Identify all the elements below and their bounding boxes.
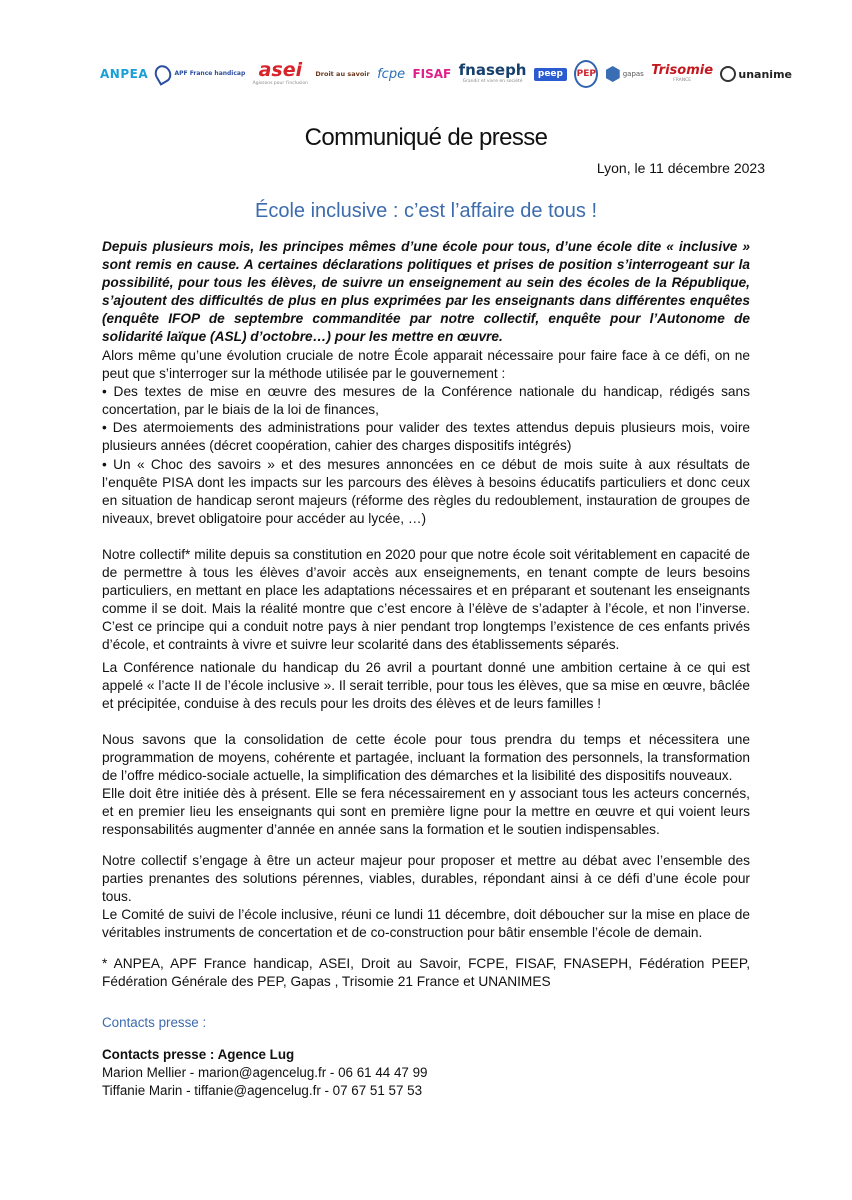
contact-person: Marion Mellier - marion@agencelug.fr - 06 61 44 47 99 <box>102 1065 428 1080</box>
bullet-item: • Un « Choc des savoirs » et des mesures annoncées en ce début de mois suite à aux résultats de l’enquête PISA dont les impacts sur les parcours des élèves à besoins éducatifs particuliers et donc ceux en situation de handicap seront majeurs (réforme des règles du redoublement, instauration de groupes de niveaux, brevet obligatoire pour accéder au lycée, …) <box>102 456 750 526</box>
anpea-logo <box>100 68 148 80</box>
partner-logos-strip <box>100 50 792 98</box>
trisomie-logo-sub: FRANCE <box>673 78 692 84</box>
footnote <box>102 955 750 991</box>
fcpe-logo-text: fcpe <box>377 66 406 82</box>
collective-text: Notre collectif* milite depuis sa constitution en 2020 pour que notre école soit véritablement en capacité de de permettre à tous les élèves d’avoir accès aux enseignements, en tenant compte de leurs besoins particuliers, en mettant en place les adaptations nécessaires et en préparant et soutenant les enseignants comme il se doit. Mais la réalité montre que c’est encore à l’élève de s’adapter à l’école, et non l’inverse. C’est ce principe qui a conduit notre pays à nier pendant trop longtemps l’existence de ces enfants privés d’école, et contraints à vivre et suivre leur scolarité dans des établissements séparés. <box>102 547 750 653</box>
contacts-heading: Contacts presse : <box>102 1015 207 1030</box>
fcpe-logo <box>377 68 405 81</box>
consolidation-paragraph <box>102 731 750 840</box>
unanime-logo-text: unanime <box>738 67 792 81</box>
fnaseph-logo-text: fnaseph <box>458 61 527 80</box>
peep-logo-text: peep <box>534 68 567 81</box>
trisomie-logo-text: Trisomie <box>651 63 714 79</box>
dateline: Lyon, le 11 décembre 2023 <box>596 160 765 176</box>
initiation-text: Elle doit être initiée dès à présent. Elle se fera nécessairement en y associant tous les acteurs concernés, et en premier lieu les enseignants qui sont en première ligne pour la mettre en œuvre et qui voient leurs responsabilités augmenter d’année en année sans la formation et le soutien indispensables. <box>102 786 750 838</box>
fnaseph-logo-tagline: Grandir et vivre en société <box>462 79 523 85</box>
apf-logo-text: APF France handicap <box>174 69 246 77</box>
fnaseph-logo <box>459 63 527 85</box>
intro-text: Depuis plusieurs mois, les principes mêmes d’une école pour tous, d’une école dite « inclusive » sont remis en cause. A certaines déclarations politiques et prises de position s’interrogeant sur la possibilité, pour tous les élèves, de suivre un enseignement au sein des écoles de la République, s’ajoutent des difficultés de plus en plus exprimées par les enseignants dans différentes enquêtes (enquête IFOP de septembre commanditée par notre collectif, enquête pour l’Autonome de solidarité laïque (ASL) d’octobre…) pour les mettre en œuvre. <box>102 239 750 345</box>
apf-france-handicap-logo <box>155 65 245 83</box>
unanime-logo <box>720 66 792 82</box>
trisomie-21-france-logo <box>651 64 713 84</box>
commitment-text: Notre collectif s’engage à être un acteur majeur pour proposer et mettre au débat avec l’ensemble des parties prenantes des solutions pérennes, viables, durables, répondant ainsi à ce défi d’une école pour tous. <box>102 853 750 905</box>
fisaf-logo <box>412 68 451 80</box>
pep-logo <box>574 60 598 88</box>
conference-paragraph <box>102 659 750 713</box>
peep-logo <box>534 68 567 81</box>
contacts-agency: Contacts presse : Agence Lug <box>102 1047 295 1062</box>
commitment-paragraph <box>102 852 750 942</box>
contact-person: Tiffanie Marin - tiffanie@agencelug.fr - 07 67 51 57 53 <box>102 1083 423 1098</box>
bullet-item: • Des atermoiements des administrations pour valider des textes attendus depuis plusieurs mois, voire plusieurs années (décret coopération, cahier des charges dispositifs intégrés) <box>102 420 750 454</box>
consolidation-text: Nous savons que la consolidation de cette école pour tous prendra du temps et nécessitera une programmation de moyens, cohérente et partagée, incluant la formation des personnels, la transformation de l’offre médico-sociale actuelle, la simplification des démarches et la lisibilité des dispositifs nouveaux. <box>102 732 750 784</box>
anpea-logo-text: ANPEA <box>100 67 149 81</box>
asei-logo-tagline: Agissons pour l'inclusion <box>252 81 309 87</box>
page-title: Communiqué de presse <box>304 124 548 151</box>
droit-au-savoir-logo <box>315 71 369 78</box>
gapas-cube-icon <box>606 66 620 82</box>
apf-mark-icon <box>152 62 175 86</box>
footnote-text: * ANPEA, APF France handicap, ASEI, Droit au Savoir, FCPE, FISAF, FNASEPH, Fédération PEEP, Fédération Générale des PEP, Gapas , Trisomie 21 France et UNANIMES <box>102 956 750 990</box>
gapas-logo <box>606 66 644 82</box>
asei-logo <box>253 61 308 87</box>
fisaf-logo-text: FISAF <box>412 67 452 81</box>
collective-paragraph <box>102 546 750 655</box>
unanime-ring-icon <box>720 66 736 82</box>
contacts-block <box>102 1046 427 1100</box>
gapas-logo-text: gapas <box>622 69 644 78</box>
method-lead: Alors même qu’une évolution cruciale de notre École apparait nécessaire pour faire face à ce défi, on ne peut que s’interroger sur la méthode utilisée par le gouvernement : <box>102 348 750 382</box>
asei-logo-text: asei <box>258 59 303 82</box>
conference-text: La Conférence nationale du handicap du 26 avril a pourtant donné une ambition certaine à ce qui est appelé « l’acte II de l’école inclusive ». Il serait terrible, pour tous les élèves, que sa mise en œuvre, bâclée et précipitée, conduise à des reculs pour les droits des élèves et de leurs familles ! <box>102 660 750 712</box>
method-paragraph <box>102 347 750 528</box>
headline: École inclusive : c’est l’affaire de tous ! <box>254 200 598 222</box>
committee-text: Le Comité de suivi de l’école inclusive, réuni ce lundi 11 décembre, doit déboucher sur la mise en place de véritables instruments de concertation et de co-construction pour bâtir ensemble l’école de demain. <box>102 907 750 941</box>
bullet-item: • Des textes de mise en œuvre des mesures de la Conférence nationale du handicap, rédigés sans concertation, par le biais de la loi de finances, <box>102 384 750 418</box>
droit-au-savoir-logo-text: Droit au savoir <box>315 69 370 78</box>
pep-logo-text: PEP <box>574 60 598 88</box>
intro-paragraph <box>102 238 750 347</box>
